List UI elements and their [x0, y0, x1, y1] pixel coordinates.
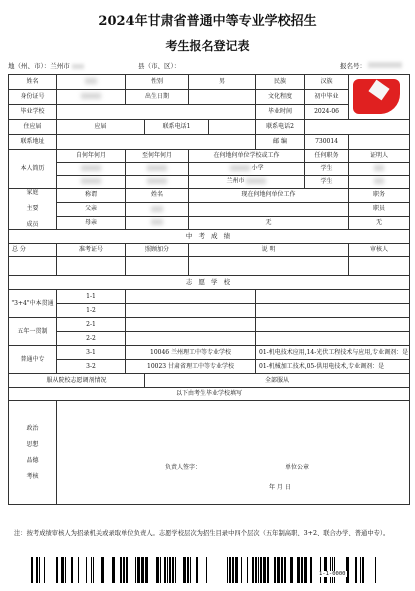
phone1-value [209, 120, 256, 135]
family-job: 无 [349, 216, 410, 230]
evaluation-area [57, 401, 410, 505]
resume-header-witness: 证明人 [349, 150, 410, 163]
signup-number-label: 报名号： [340, 62, 366, 70]
name-label: 姓名 [9, 75, 57, 90]
wish-major: 01-机械加工技术,05-供用电技术,专业调剂：是 [256, 360, 410, 374]
form-title: 2024年甘肃省普通中等专业学校招生 [98, 14, 317, 29]
family-header-workplace: 现在何地何单位工作 [189, 189, 349, 203]
wish-item: 3-1 [57, 346, 126, 360]
family-header-relation: 称谓 [57, 189, 126, 203]
barcode-number: 1-1-0000 [319, 571, 346, 577]
wish-group-label: "3+4"中本贯通 [9, 290, 57, 318]
form-subtitle: 考生报名登记表 [165, 39, 250, 53]
wish-item: 2-1 [57, 318, 126, 332]
resume-to [126, 163, 189, 176]
postcode-extra [349, 135, 410, 150]
postcode-label: 邮 编 [256, 135, 305, 150]
school-label: 毕业学校 [9, 105, 57, 120]
exam-section-title: 中 考 成 绩 [9, 230, 410, 244]
residence-value: 应届 [57, 120, 145, 135]
family-label: 家庭 主要 成员 [9, 189, 57, 230]
wish-item: 2-2 [57, 332, 126, 346]
family-row [9, 202, 410, 216]
resume-header-from: 自何年何月 [57, 150, 126, 163]
school-value [57, 105, 256, 120]
family-workplace [189, 202, 349, 216]
ethnicity-value: 汉族 [305, 75, 349, 90]
signup-number-redacted [368, 62, 402, 68]
obey-label: 服从院校志愿调剂情况 [9, 374, 145, 388]
address-label: 联系地址 [9, 135, 57, 150]
grad-time-value: 2024-06 [305, 105, 349, 120]
exam-header-total: 总 分 [9, 244, 57, 257]
family-job: 职员 [349, 202, 410, 216]
family-relation: 母亲 [57, 216, 126, 230]
phone2-value [305, 120, 410, 135]
name-value [57, 75, 126, 90]
family-row [9, 216, 410, 230]
leader-sign-label: 负责人签字： [165, 464, 202, 472]
region-label: 地（州、市）：兰州市 [8, 61, 84, 70]
resume-from [57, 176, 126, 189]
phone1-label: 联系电话1 [145, 120, 209, 135]
obey-value: 全部服从 [145, 374, 410, 388]
grad-time-label: 毕业时间 [256, 105, 305, 120]
family-name [126, 216, 189, 230]
photo [349, 75, 410, 120]
wish-item: 1-2 [57, 304, 126, 318]
id-value [57, 90, 126, 105]
resume-header-to: 至何年何月 [126, 150, 189, 163]
resume-role: 学生 [305, 176, 349, 189]
unit-seal-label: 单位公章 [285, 464, 310, 472]
footnote: 注：按考成绩审核人为招录机关或录取单位负责人。志愿学校层次为招生目录中四个层次（五年制高职、3+2、联合办学、普通中专）。 [14, 530, 390, 537]
resume-label: 本人简历 [9, 150, 57, 189]
resume-row [9, 163, 410, 176]
wish-item: 3-2 [57, 360, 126, 374]
resume-header-workplace: 在何地何单位学校或工作 [189, 150, 305, 163]
resume-row [9, 176, 410, 189]
exam-header-bonus: 照顾加分 [126, 244, 189, 257]
family-workplace: 无 [189, 216, 349, 230]
wish-section-title: 志 愿 学 校 [9, 276, 410, 290]
evaluation-label: 政治 思想 品德 考核 [9, 401, 57, 505]
gender-label: 性别 [126, 75, 189, 90]
exam-header-ticket: 准考证号 [57, 244, 126, 257]
wish-item: 1-1 [57, 290, 126, 304]
resume-workplace: 小学 [189, 163, 305, 176]
address-value [57, 135, 256, 150]
family-header-name: 姓名 [126, 189, 189, 203]
wish-school: 10046 兰州理工中等专业学校 [126, 346, 256, 360]
wish-school: 10023 甘肃省理工中等专业学校 [126, 360, 256, 374]
id-label: 身份证号 [9, 90, 57, 105]
county-label: 县（市、区）： [138, 62, 181, 70]
birth-value [189, 90, 256, 105]
family-header-job: 职务 [349, 189, 410, 203]
birth-label: 出生日期 [126, 90, 189, 105]
registration-table [8, 74, 410, 505]
resume-from [57, 163, 126, 176]
resume-witness [349, 176, 410, 189]
wish-group-label: 普通中专 [9, 346, 57, 374]
evaluation-date: 年 月 日 [269, 484, 291, 492]
education-label: 文化程度 [256, 90, 305, 105]
wish-group-label: 五年一贯制 [9, 318, 57, 346]
family-name [126, 202, 189, 216]
exam-header-remark: 说 明 [189, 244, 349, 257]
exam-values-row [9, 257, 410, 276]
resume-header-role: 任何职务 [305, 150, 349, 163]
resume-to [126, 176, 189, 189]
residence-label: 住应届 [9, 120, 57, 135]
ethnicity-label: 民族 [256, 75, 305, 90]
exam-header-reviewer: 审核人 [349, 244, 410, 257]
education-value: 初中毕业 [305, 90, 349, 105]
wish-major: 01-机电技术应用,14-光伏工程技术与应用,专业调剂：是 [256, 346, 410, 360]
barcode [31, 557, 386, 583]
gender-value: 男 [189, 75, 256, 90]
postcode-value: 730014 [305, 135, 349, 150]
resume-workplace: 兰州市 [189, 176, 305, 189]
resume-role: 学生 [305, 163, 349, 176]
family-relation: 父亲 [57, 202, 126, 216]
phone2-label: 联系电话2 [256, 120, 305, 135]
resume-witness [349, 163, 410, 176]
evaluation-section-title: 以下由考生毕业学校填写 [9, 388, 410, 401]
